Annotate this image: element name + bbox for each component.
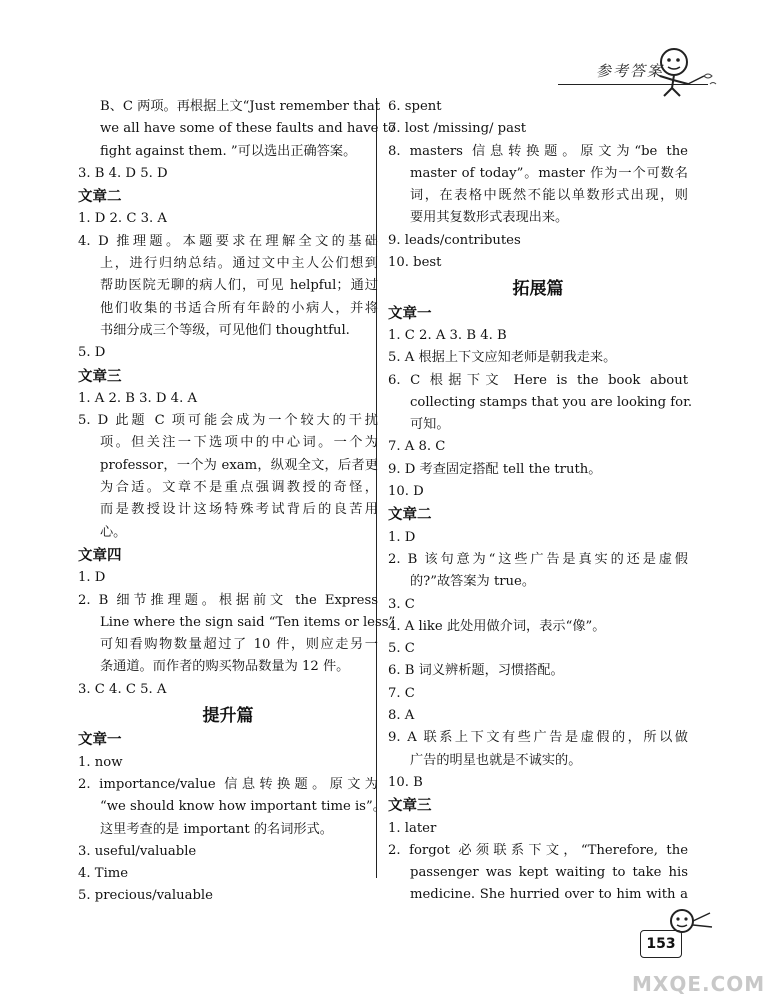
answer-line: 2. forgot 必须联系下文，“Therefore, the <box>388 842 688 858</box>
answer-line: 7. lost /missing/ past <box>388 121 527 137</box>
answer-line: 9. D 考查固定搭配 tell the truth。 <box>388 461 602 477</box>
answer-line: 书细分成三个等级，可见他们 thoughtful. <box>100 322 350 338</box>
answer-line: we all have some of these faults and have to <box>100 121 396 137</box>
answer-line: 5. D <box>78 345 106 361</box>
page-number: 153 <box>640 930 682 958</box>
article-heading: 文章二 <box>78 189 122 206</box>
answer-line: 这里考查的是 important 的名词形式。 <box>100 821 333 837</box>
answer-line: 6. C 根据下文 Here is the book about <box>388 372 688 388</box>
answer-line: 广告的明星也就是不诚实的。 <box>410 752 582 768</box>
answer-line: 词，在表格中既然不能以单数形式出现，则 <box>410 188 688 204</box>
answer-line: 4. A like 此处用做介词，表示“像”。 <box>388 618 606 634</box>
answer-line: 3. C <box>388 596 415 612</box>
answer-line: 2. B 细节推理题。根据前文 the Express <box>78 592 378 608</box>
answer-line: 2. B 该句意为“这些广告是真实的还是虚假 <box>388 551 688 567</box>
answer-line: 8. masters 信息转换题。原文为“be the <box>388 143 688 159</box>
answer-line: master of today”。master 作为一个可数名 <box>410 165 688 181</box>
answer-line: 4. D 推理题。本题要求在理解全文的基础 <box>78 233 378 249</box>
answer-line: 9. A 联系上下文有些广告是虚假的，所以做 <box>388 730 688 746</box>
answer-line: 的?”故答案为 true。 <box>410 574 536 590</box>
answer-line: B、C 两项。再根据上文“Just remember that <box>100 99 381 114</box>
answer-line: 10. D <box>388 484 424 500</box>
article-heading: 文章一 <box>78 732 122 749</box>
answer-line: collecting stamps that you are looking for. <box>410 394 693 410</box>
left-column <box>78 96 396 908</box>
answer-line: 可知。 <box>410 417 450 433</box>
header-label: 参考答案 <box>596 62 665 80</box>
answer-line: 他们收集的书适合所有年龄的小病人，并将 <box>100 300 378 316</box>
answer-line: 1. C 2. A 3. B 4. B <box>388 327 507 343</box>
answer-line: 10. B <box>388 774 423 790</box>
answer-line: 5. C <box>388 641 415 657</box>
answer-line: 3. useful/valuable <box>78 843 197 859</box>
answer-line: 6. spent <box>388 99 442 114</box>
answer-line: passenger was kept waiting to take his <box>410 865 688 881</box>
article-heading: 文章四 <box>78 547 122 564</box>
answer-line: 3. B 4. D 5. D <box>78 165 168 181</box>
answer-line: 条通道。而作者的购买物品数量为 12 件。 <box>100 659 350 675</box>
answer-line: 10. best <box>388 255 442 271</box>
answer-line: 1. A 2. B 3. D 4. A <box>78 390 197 406</box>
answer-line: 1. now <box>78 754 123 770</box>
answer-line: 9. leads/contributes <box>388 232 521 248</box>
mascot-header-icon <box>648 40 720 100</box>
answer-line: 4. Time <box>78 866 129 882</box>
section-heading: 拓展篇 <box>512 279 564 300</box>
right-column <box>388 96 693 907</box>
answer-line: 为合适。文章不是重点强调教授的奇怪， <box>100 480 378 496</box>
answer-line: 心。 <box>100 524 127 540</box>
answer-line: 可知看购物数量超过了 10 件，则应走另一 <box>100 637 378 653</box>
answer-line: 8. A <box>388 708 415 724</box>
answer-line: 要用其复数形式表现出来。 <box>410 210 569 226</box>
article-heading: 文章三 <box>388 798 432 815</box>
answer-line: 1. D <box>388 529 416 545</box>
answer-line: 5. precious/valuable <box>78 888 213 904</box>
answer-line: 项。但关注一下选项中的中心词。一个为 <box>100 435 378 451</box>
answer-line: 2. importance/value 信息转换题。原文为 <box>78 776 378 792</box>
answer-line: “we should know how important time is”。 <box>100 799 386 815</box>
article-heading: 文章二 <box>388 507 432 524</box>
answer-line: 而是教授设计这场特殊考试背后的良苦用 <box>100 502 378 518</box>
answer-line: 7. A 8. C <box>388 439 446 455</box>
article-heading: 文章三 <box>78 368 122 385</box>
answer-line: 1. D <box>78 570 106 586</box>
answer-line: 3. C 4. C 5. A <box>78 681 167 697</box>
answer-line: Line where the sign said “Ten items or less” <box>100 614 396 630</box>
answer-line: 帮助医院无聊的病人们，可见 helpful；通过 <box>100 278 378 294</box>
answer-line: 上，进行归纳总结。通过文中主人公们想到 <box>100 256 378 272</box>
answer-line: 5. D 此题 C 项可能会成为一个较大的干扰 <box>78 413 378 429</box>
answer-line: 1. later <box>388 820 437 836</box>
article-heading: 文章一 <box>388 305 432 322</box>
answer-line: 6. B 词义辨析题，习惯搭配。 <box>388 663 564 679</box>
answer-line: medicine. She hurried over to him with a <box>410 887 688 903</box>
answer-line: fight against them. ”可以选出正确答案。 <box>100 143 357 159</box>
answer-line: 5. A 根据上下文应知老师是朝我走来。 <box>388 350 617 366</box>
watermark: MXQE.COM <box>632 972 765 996</box>
answer-line: 7. C <box>388 685 415 701</box>
answer-line: professor，一个为 exam，纵观全文，后者更 <box>100 457 378 473</box>
answer-line: 1. D 2. C 3. A <box>78 211 167 227</box>
section-heading: 提升篇 <box>202 706 254 727</box>
